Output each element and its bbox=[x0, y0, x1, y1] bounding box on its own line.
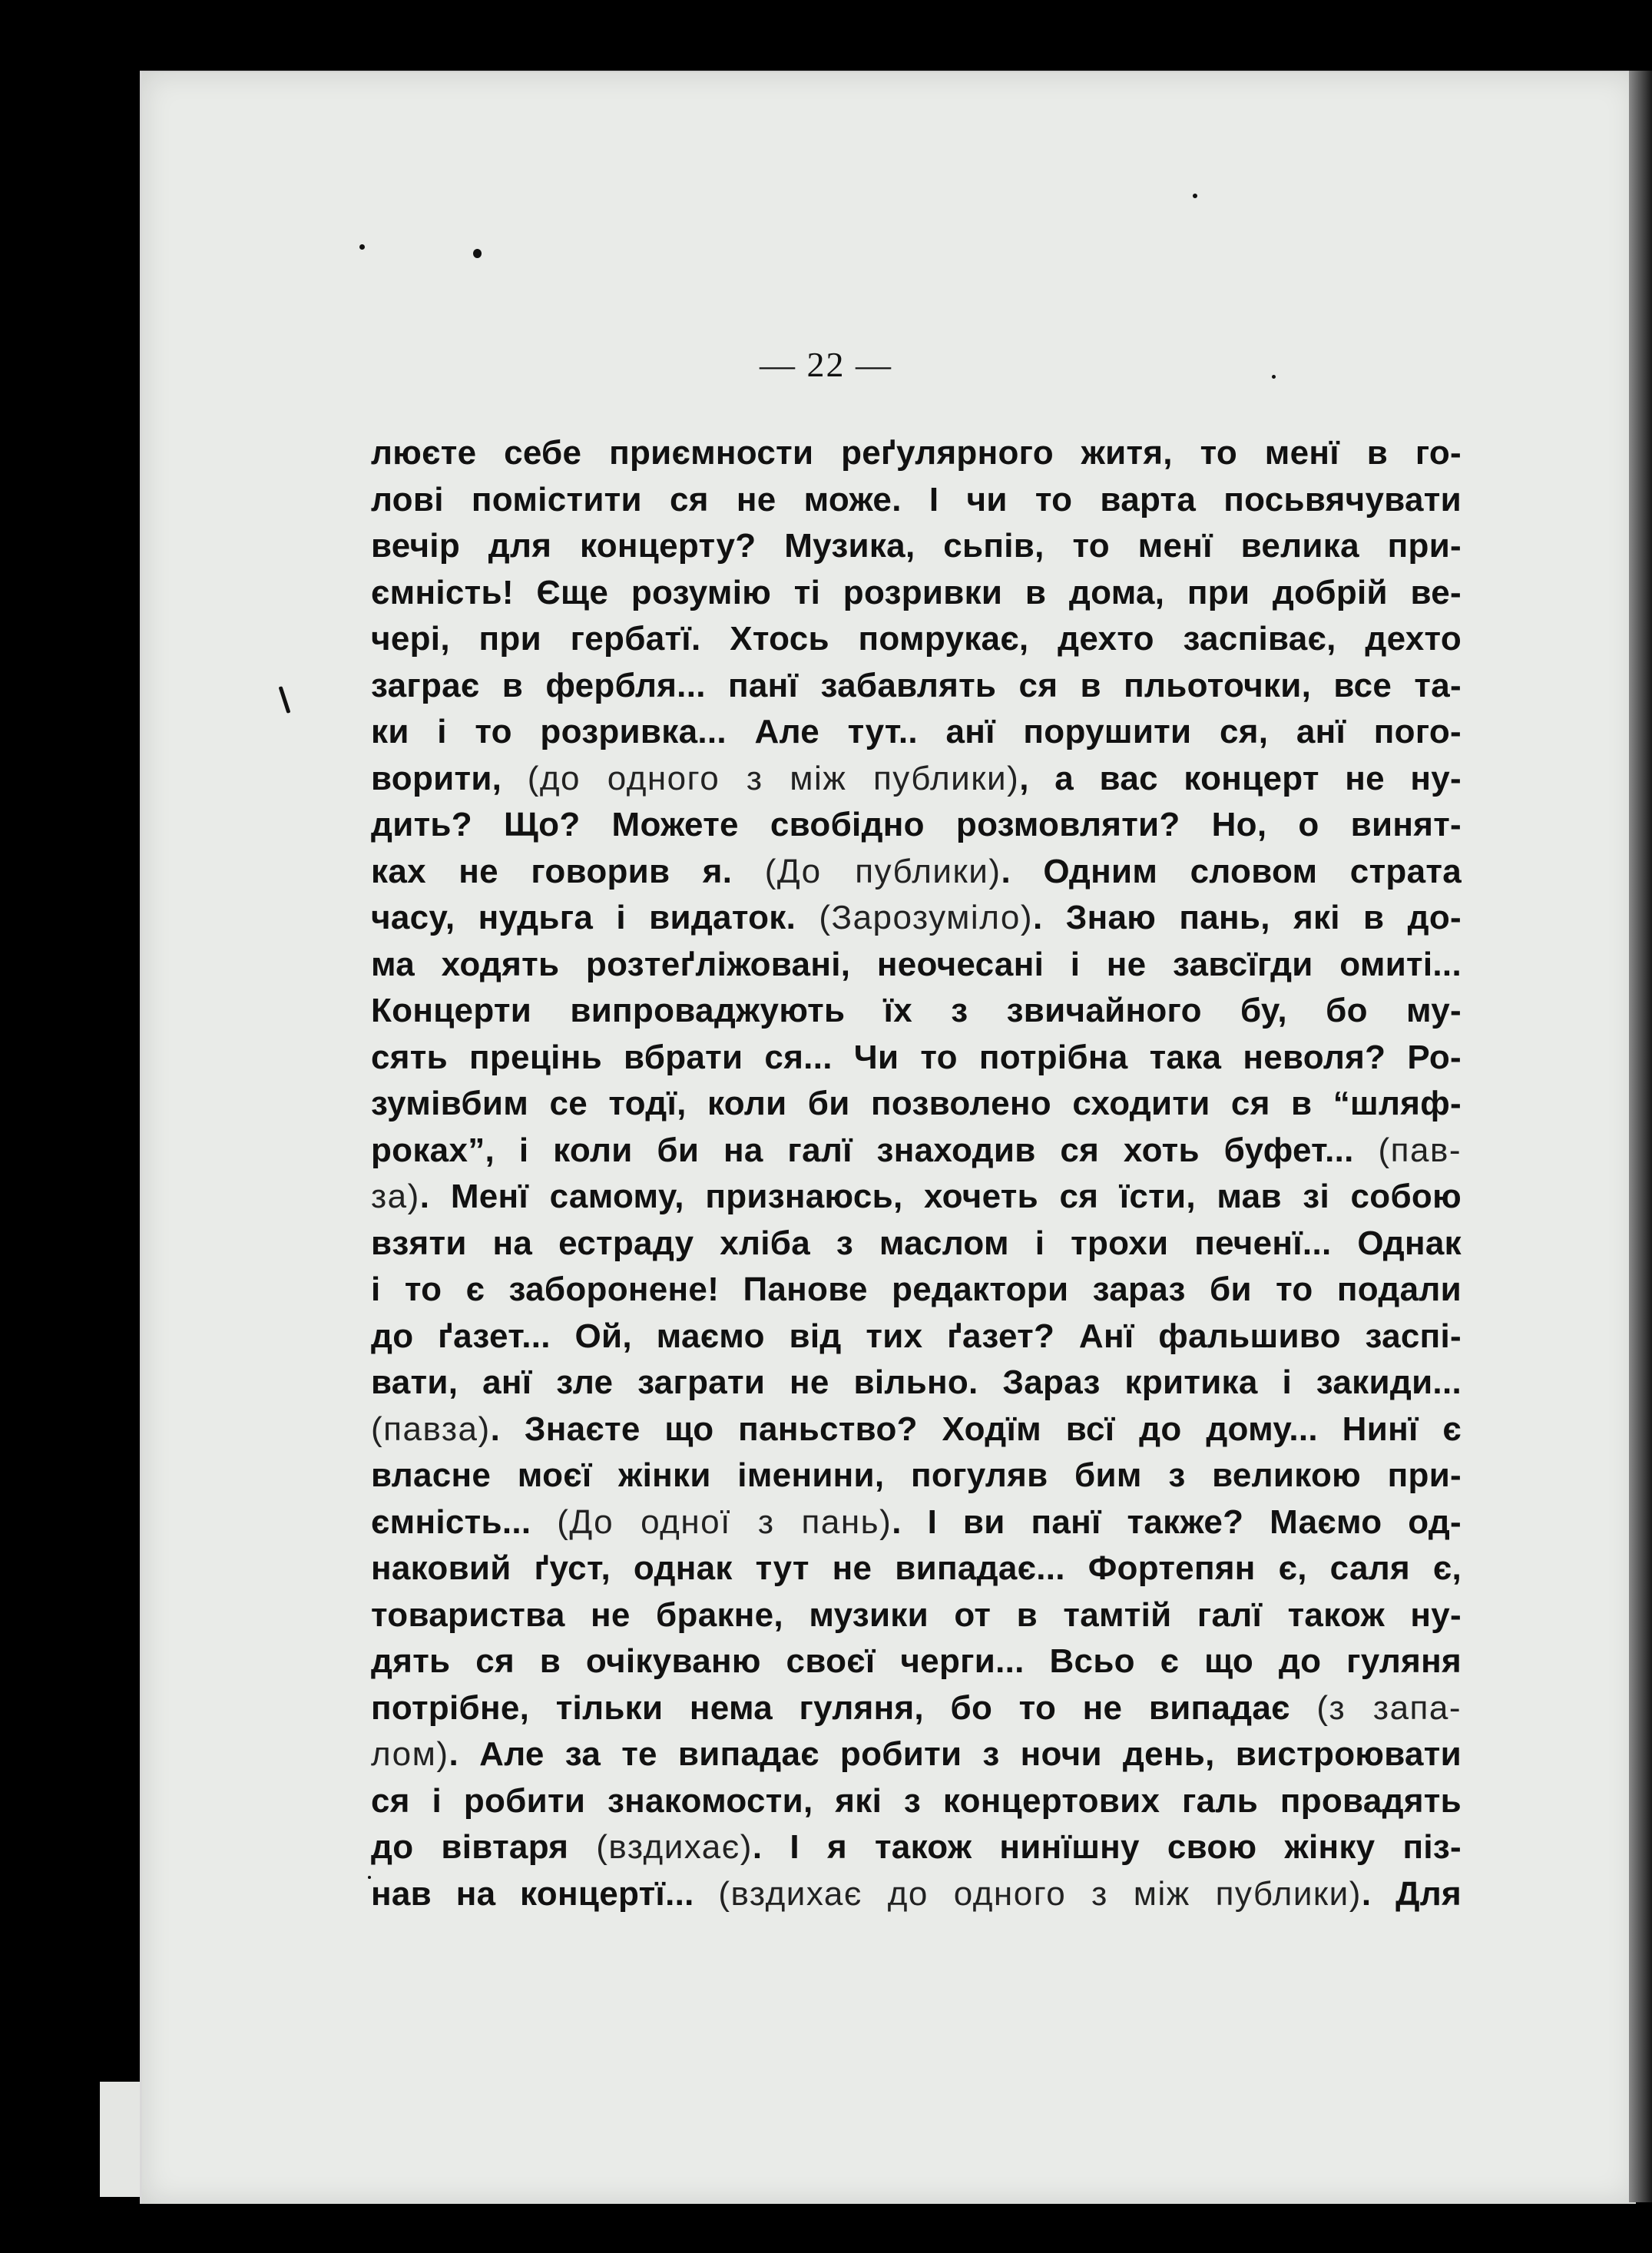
speech-text: . Але за те випадає робити з ночи день, вистроювати bbox=[449, 1735, 1462, 1773]
text-line bbox=[371, 895, 1462, 942]
text-line bbox=[371, 1128, 1462, 1175]
speech-text: . І я також нинїшну свою жінку піз- bbox=[752, 1828, 1462, 1866]
stage-direction: (з запа- bbox=[1316, 1688, 1462, 1727]
text-line bbox=[371, 1499, 1462, 1546]
text-line bbox=[371, 756, 1462, 803]
speech-text: часу, нудьга і видаток. bbox=[371, 899, 819, 936]
text-line bbox=[371, 430, 1462, 477]
speech-text: дить? Що? Можете свобідно розмовляти? Но, о винят- bbox=[371, 806, 1462, 843]
text-line bbox=[371, 1546, 1462, 1592]
text-line bbox=[371, 1592, 1462, 1639]
speech-text: . Знаєте що паньство? Ходїм всї до дому... Нинї є bbox=[490, 1410, 1462, 1448]
page-number: — 22 — bbox=[760, 345, 892, 384]
speech-text: зумівбим се тодї, коли би позволено сходити ся в “шляф- bbox=[371, 1085, 1462, 1122]
speech-text: власне моєї жінки іменини, погуляв бим з великою при- bbox=[371, 1456, 1462, 1494]
speech-text: заграє в фербля... панї забавлять ся в пльоточки, все та- bbox=[371, 666, 1462, 704]
speech-text: наковий ґуст, однак тут не випадає... Фортепян є, саля є, bbox=[371, 1549, 1462, 1587]
text-line bbox=[371, 1035, 1462, 1082]
stage-direction: (До публики) bbox=[764, 852, 1001, 890]
speech-text: сять прецінь вбрати ся... Чи то потрібна така неволя? Ро- bbox=[371, 1038, 1462, 1076]
speech-text: до ґазет... Ой, маємо від тих ґазет? Анї фальшиво заспі- bbox=[371, 1317, 1462, 1355]
text-line bbox=[371, 988, 1462, 1035]
text-line bbox=[371, 616, 1462, 663]
text-line bbox=[371, 1360, 1462, 1406]
speech-text: і то є заборонене! Панове редактори зараз би то подали bbox=[371, 1271, 1462, 1308]
scan-speck bbox=[359, 244, 365, 250]
speech-text: нав на концертї... bbox=[371, 1874, 719, 1913]
speech-text: ся і робити знакомости, які з концертових галь провадять bbox=[371, 1781, 1462, 1820]
text-line bbox=[371, 802, 1462, 849]
text-line bbox=[371, 1731, 1462, 1778]
text-line bbox=[371, 1174, 1462, 1221]
speech-text: . Менї самому, признаюсь, хочеть ся їсти, мав зі собою bbox=[419, 1178, 1462, 1215]
text-line bbox=[371, 1221, 1462, 1267]
speech-text: дять ся в очікуваню своєї черги... Всьо є що до гуляня bbox=[371, 1642, 1462, 1680]
speech-text: люєте себе приємности реґулярного житя, то менї в го- bbox=[371, 434, 1462, 472]
text-line bbox=[371, 663, 1462, 710]
speech-text: ємність! Єще розумію ті розривки в дома, при добрій ве- bbox=[371, 573, 1462, 611]
stage-direction: (пав- bbox=[1378, 1131, 1462, 1169]
stage-direction: (вздихає) bbox=[596, 1828, 753, 1866]
speech-text: ємність... bbox=[371, 1503, 558, 1541]
speech-text: ки і то розривка... Але тут.. анї порушити ся, анї пого- bbox=[371, 713, 1462, 750]
speech-text: товариства не бракне, музики от в тамтій галї також ну- bbox=[371, 1595, 1462, 1634]
stage-direction: за) bbox=[371, 1178, 420, 1215]
speech-text: до вівтаря bbox=[371, 1828, 597, 1866]
text-line bbox=[371, 1406, 1462, 1453]
speech-text: ворити, bbox=[371, 759, 528, 797]
text-line bbox=[371, 1824, 1462, 1871]
scan-speck bbox=[473, 249, 482, 258]
speech-text: роках”, і коли би на галї знаходив ся хоть буфет... bbox=[371, 1131, 1379, 1169]
speech-text: вечір для концерту? Музика, сьпів, то менї велика при- bbox=[371, 527, 1462, 565]
text-line bbox=[371, 1314, 1462, 1360]
body-text bbox=[371, 430, 1462, 1917]
speech-text: Концерти випроваджують їх з звичайного бу, бо му- bbox=[371, 992, 1462, 1029]
text-line bbox=[371, 523, 1462, 570]
speech-text: чері, при гербатї. Хтось помрукає, дехто заспіває, дехто bbox=[371, 620, 1462, 658]
text-line bbox=[371, 709, 1462, 756]
speech-text: потрібне, тільки нема гуляня, бо то не випадає bbox=[371, 1688, 1317, 1727]
text-line bbox=[371, 1685, 1462, 1732]
speech-text: . І ви панї также? Маємо од- bbox=[892, 1503, 1462, 1541]
text-line bbox=[371, 1267, 1462, 1314]
text-line bbox=[371, 942, 1462, 989]
text-line bbox=[371, 477, 1462, 524]
speech-text: ках не говорив я. bbox=[371, 852, 765, 890]
stage-direction: (До одної з пань) bbox=[557, 1503, 892, 1541]
speech-text: , а вас концерт не ну- bbox=[1019, 759, 1462, 797]
stage-direction: (Зарозуміло) bbox=[819, 899, 1033, 936]
stage-direction: (до одного з між публики) bbox=[527, 759, 1020, 797]
speech-text: . Знаю пань, які в до- bbox=[1033, 899, 1462, 936]
text-line bbox=[371, 1638, 1462, 1685]
speech-text: ма ходять розтеґліжовані, неочесані і не завсїгди омиті... bbox=[371, 945, 1462, 983]
speech-text: . Для bbox=[1361, 1874, 1462, 1913]
text-line bbox=[371, 849, 1462, 896]
text-line bbox=[371, 1778, 1462, 1825]
page-edge-shadow bbox=[1629, 71, 1652, 2202]
stage-direction: (вздихає до одного з між публики) bbox=[718, 1874, 1362, 1913]
speech-text: вати, анї зле заграти не вільно. Зараз критика і закиди... bbox=[371, 1363, 1462, 1401]
text-line bbox=[371, 1453, 1462, 1499]
stage-direction: лом) bbox=[371, 1735, 449, 1773]
text-line bbox=[371, 570, 1462, 617]
stage-direction: (павза) bbox=[371, 1410, 491, 1448]
text-line bbox=[371, 1081, 1462, 1128]
speech-text: . Одним словом страта bbox=[1001, 852, 1462, 890]
speech-text: лові помістити ся не може. І чи то варта посьвячувати bbox=[371, 480, 1462, 519]
speech-text: взяти на естраду хліба з маслом і трохи печенї... Однак bbox=[371, 1224, 1462, 1262]
text-line bbox=[371, 1871, 1462, 1918]
scan-speck bbox=[1193, 194, 1197, 198]
